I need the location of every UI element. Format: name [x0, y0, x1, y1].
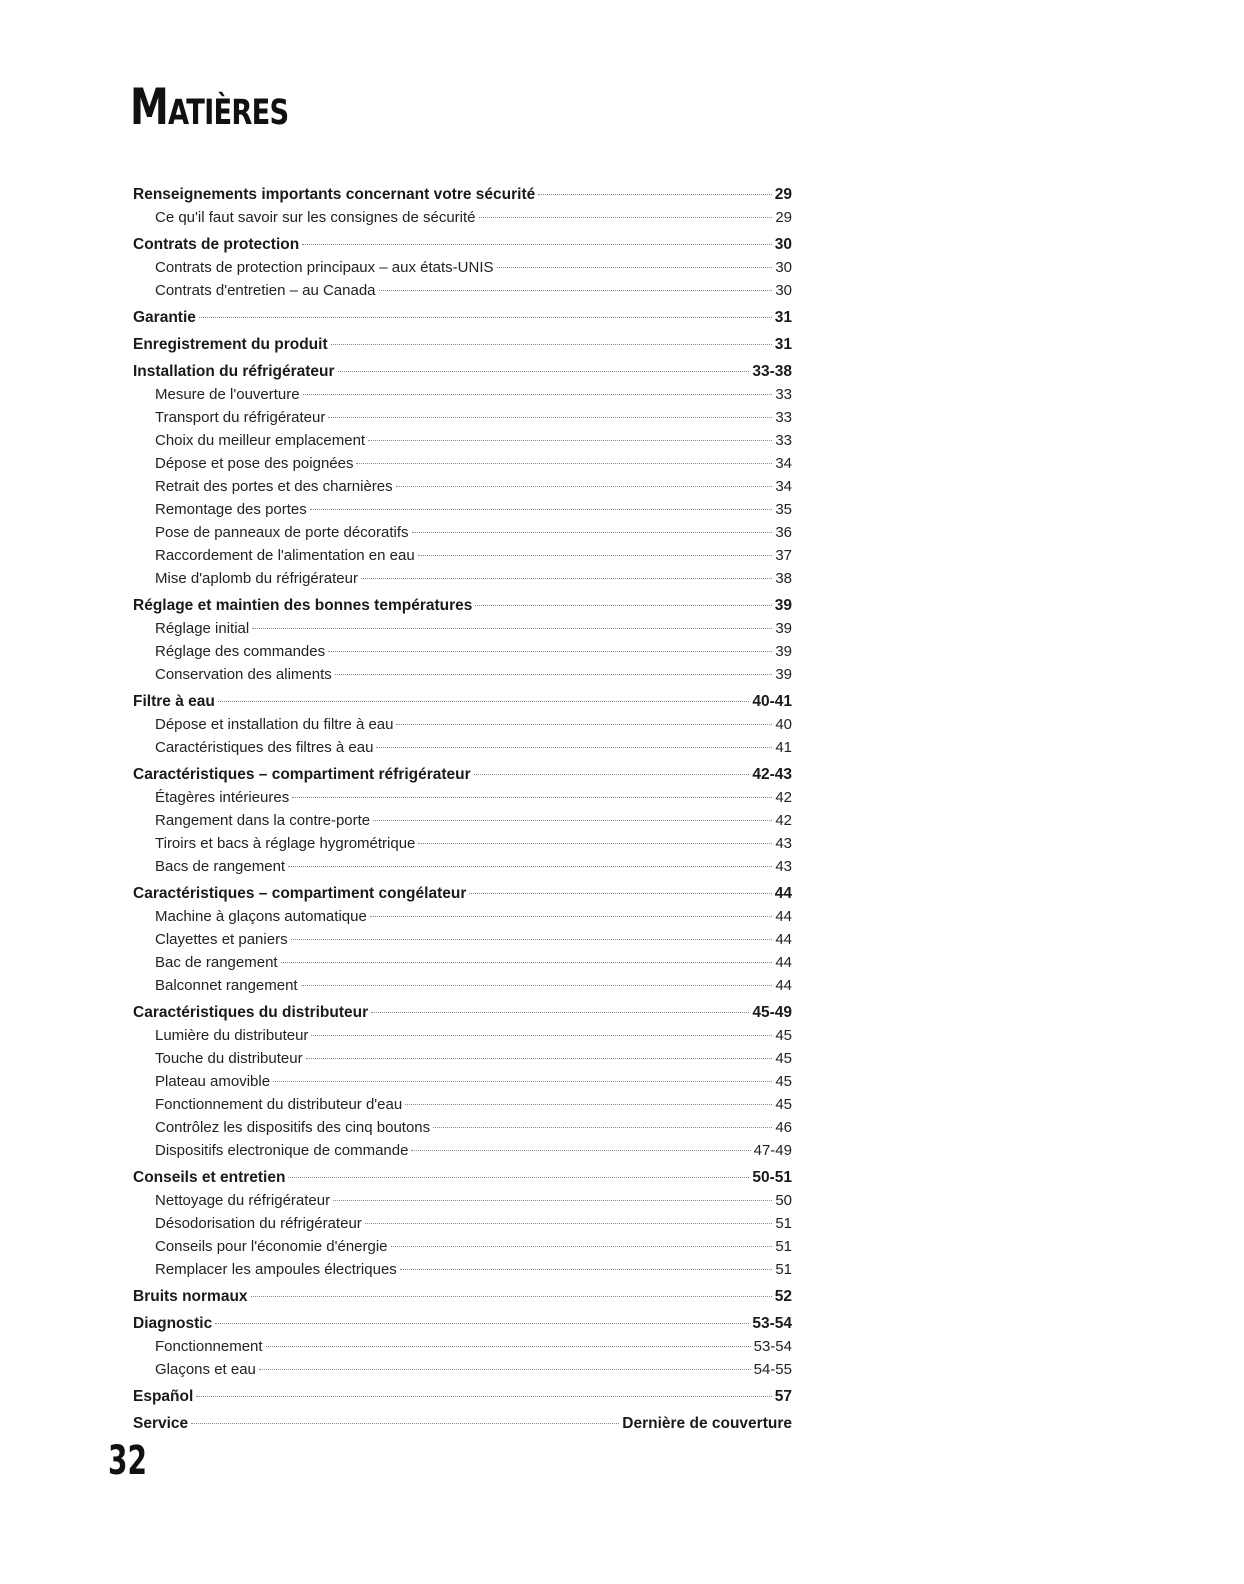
- toc-entry-page: 47-49: [753, 1142, 792, 1159]
- table-of-contents: [133, 183, 792, 1439]
- toc-entry[interactable]: [133, 544, 792, 567]
- toc-entry-label: Bac de rangement: [155, 954, 278, 971]
- toc-entry-label: Dispositifs electronique de commande: [155, 1142, 409, 1159]
- toc-section: [133, 1285, 792, 1308]
- toc-entry[interactable]: [133, 206, 792, 229]
- dot-leader: [218, 701, 750, 702]
- toc-entry[interactable]: [133, 663, 792, 686]
- toc-entry-page: 39: [775, 643, 792, 660]
- dot-leader: [376, 747, 772, 748]
- toc-entry[interactable]: [133, 406, 792, 429]
- dot-leader: [418, 555, 773, 556]
- toc-heading[interactable]: [133, 306, 792, 329]
- dot-leader: [391, 1246, 773, 1247]
- dot-leader: [433, 1127, 772, 1128]
- toc-heading-page: 45-49: [752, 1004, 792, 1021]
- dot-leader: [370, 916, 773, 917]
- toc-entry-page: 51: [775, 1215, 792, 1232]
- toc-heading-page: 53-54: [752, 1315, 792, 1332]
- dot-leader: [281, 962, 773, 963]
- toc-heading[interactable]: [133, 882, 792, 905]
- toc-entry-page: 33: [775, 386, 792, 403]
- toc-entry[interactable]: [133, 617, 792, 640]
- toc-section: [133, 882, 792, 997]
- toc-entry-label: Plateau amovible: [155, 1073, 271, 1090]
- toc-entry-page: 45: [775, 1027, 792, 1044]
- toc-entry[interactable]: [133, 429, 792, 452]
- toc-entry-page: 50: [775, 1192, 792, 1209]
- dot-leader: [266, 1346, 751, 1347]
- toc-entry-label: Réglage initial: [155, 620, 250, 637]
- toc-heading-page: 33-38: [752, 363, 792, 380]
- dot-leader: [215, 1323, 749, 1324]
- toc-entry[interactable]: [133, 383, 792, 406]
- toc-entry-page: 51: [775, 1261, 792, 1278]
- toc-entry-label: Retrait des portes et des charnières: [155, 478, 393, 495]
- toc-entry-label: Clayettes et paniers: [155, 931, 288, 948]
- toc-heading-label: Filtre à eau: [133, 693, 215, 710]
- toc-heading-label: Service: [133, 1415, 189, 1432]
- toc-entry[interactable]: [133, 1070, 792, 1093]
- toc-entry-label: Remplacer les ampoules électriques: [155, 1261, 397, 1278]
- dot-leader: [301, 985, 773, 986]
- toc-heading-page: 40-41: [752, 693, 792, 710]
- page-number: 32: [108, 1438, 147, 1484]
- toc-entry-page: 33: [775, 432, 792, 449]
- toc-entry-page: 30: [775, 282, 792, 299]
- toc-entry-page: 45: [775, 1073, 792, 1090]
- toc-heading-page: Dernière de couverture: [622, 1415, 792, 1432]
- toc-section: [133, 233, 792, 302]
- toc-section: [133, 1166, 792, 1281]
- dot-leader: [469, 893, 771, 894]
- toc-entry-page: 44: [775, 908, 792, 925]
- toc-entry-page: 44: [775, 954, 792, 971]
- toc-section: [133, 763, 792, 878]
- toc-heading[interactable]: [133, 1385, 792, 1408]
- toc-entry-label: Contrats de protection principaux – aux états-UNIS: [155, 259, 494, 276]
- toc-heading-page: 30: [774, 236, 792, 253]
- toc-heading-page: 44: [774, 885, 792, 902]
- dot-leader: [396, 724, 772, 725]
- toc-entry[interactable]: [133, 713, 792, 736]
- toc-entry-label: Remontage des portes: [155, 501, 307, 518]
- toc-entry-label: Contrôlez les dispositifs des cinq boutons: [155, 1119, 431, 1136]
- dot-leader: [303, 394, 773, 395]
- dot-leader: [405, 1104, 772, 1105]
- toc-heading-label: Conseils et entretien: [133, 1169, 286, 1186]
- dot-leader: [371, 1012, 749, 1013]
- toc-entry[interactable]: [133, 1235, 792, 1258]
- dot-leader: [331, 344, 772, 345]
- toc-section: [133, 1001, 792, 1162]
- toc-entry[interactable]: [133, 832, 792, 855]
- toc-entry[interactable]: [133, 279, 792, 302]
- toc-heading-label: Renseignements importants concernant votre sécurité: [133, 186, 536, 203]
- toc-entry-page: 29: [775, 209, 792, 226]
- toc-entry[interactable]: [133, 567, 792, 590]
- toc-heading-label: Caractéristiques – compartiment réfrigérateur: [133, 766, 471, 783]
- dot-leader: [310, 509, 773, 510]
- toc-entry-page: 43: [775, 858, 792, 875]
- toc-entry-page: 46: [775, 1119, 792, 1136]
- dot-leader: [252, 628, 772, 629]
- toc-entry[interactable]: [133, 905, 792, 928]
- dot-leader: [335, 674, 773, 675]
- dot-leader: [396, 486, 773, 487]
- toc-entry-label: Tiroirs et bacs à réglage hygrométrique: [155, 835, 416, 852]
- toc-entry-page: 41: [775, 739, 792, 756]
- toc-entry-page: 45: [775, 1050, 792, 1067]
- toc-entry-label: Conservation des aliments: [155, 666, 332, 683]
- toc-entry-label: Raccordement de l'alimentation en eau: [155, 547, 415, 564]
- toc-entry-page: 39: [775, 620, 792, 637]
- toc-entry[interactable]: [133, 1024, 792, 1047]
- toc-heading[interactable]: [133, 360, 792, 383]
- dot-leader: [333, 1200, 772, 1201]
- toc-entry[interactable]: [133, 786, 792, 809]
- toc-entry-label: Étagères intérieures: [155, 789, 290, 806]
- toc-entry-page: 37: [775, 547, 792, 564]
- toc-heading-page: 39: [774, 597, 792, 614]
- dot-leader: [288, 866, 772, 867]
- dot-leader: [412, 532, 773, 533]
- dot-leader: [328, 417, 772, 418]
- toc-heading-page: 42-43: [752, 766, 792, 783]
- toc-section: [133, 1312, 792, 1381]
- toc-section: [133, 333, 792, 356]
- toc-entry-label: Dépose et pose des poignées: [155, 455, 354, 472]
- toc-heading-page: 57: [774, 1388, 792, 1405]
- page-title: Matières: [130, 78, 289, 136]
- toc-entry-label: Ce qu'il faut savoir sur les consignes de sécurité: [155, 209, 476, 226]
- toc-entry-page: 39: [775, 666, 792, 683]
- toc-entry[interactable]: [133, 1139, 792, 1162]
- dot-leader: [259, 1369, 751, 1370]
- toc-entry-page: 42: [775, 812, 792, 829]
- toc-heading-page: 31: [774, 309, 792, 326]
- dot-leader: [191, 1423, 619, 1424]
- dot-leader: [400, 1269, 773, 1270]
- dot-leader: [356, 463, 772, 464]
- toc-entry[interactable]: [133, 928, 792, 951]
- toc-entry-page: 38: [775, 570, 792, 587]
- dot-leader: [373, 820, 772, 821]
- toc-entry[interactable]: [133, 256, 792, 279]
- toc-heading[interactable]: [133, 1166, 792, 1189]
- toc-entry[interactable]: [133, 1116, 792, 1139]
- dot-leader: [199, 317, 772, 318]
- toc-entry[interactable]: [133, 1047, 792, 1070]
- toc-entry[interactable]: [133, 521, 792, 544]
- toc-entry-page: 54-55: [753, 1361, 792, 1378]
- toc-entry-page: 34: [775, 478, 792, 495]
- toc-entry[interactable]: [133, 809, 792, 832]
- toc-entry-label: Réglage des commandes: [155, 643, 326, 660]
- toc-section: [133, 183, 792, 229]
- toc-heading-label: Diagnostic: [133, 1315, 213, 1332]
- dot-leader: [288, 1177, 749, 1178]
- toc-entry-page: 42: [775, 789, 792, 806]
- toc-entry[interactable]: [133, 1335, 792, 1358]
- toc-entry[interactable]: [133, 855, 792, 878]
- toc-section: [133, 690, 792, 759]
- toc-entry-label: Balconnet rangement: [155, 977, 298, 994]
- toc-entry-page: 40: [775, 716, 792, 733]
- toc-section: [133, 1412, 792, 1435]
- toc-heading-label: Contrats de protection: [133, 236, 300, 253]
- toc-heading[interactable]: [133, 1001, 792, 1024]
- dot-leader: [365, 1223, 773, 1224]
- dot-leader: [418, 843, 772, 844]
- toc-entry-label: Choix du meilleur emplacement: [155, 432, 366, 449]
- dot-leader: [302, 244, 772, 245]
- toc-entry-page: 36: [775, 524, 792, 541]
- dot-leader: [411, 1150, 750, 1151]
- toc-heading[interactable]: [133, 763, 792, 786]
- dot-leader: [273, 1081, 772, 1082]
- toc-entry[interactable]: [133, 498, 792, 521]
- toc-section: [133, 1385, 792, 1408]
- toc-entry-page: 51: [775, 1238, 792, 1255]
- dot-leader: [474, 774, 750, 775]
- toc-entry-label: Mise d'aplomb du réfrigérateur: [155, 570, 358, 587]
- dot-leader: [196, 1396, 771, 1397]
- dot-leader: [368, 440, 772, 441]
- toc-entry[interactable]: [133, 475, 792, 498]
- toc-heading[interactable]: [133, 333, 792, 356]
- toc-entry[interactable]: [133, 736, 792, 759]
- toc-heading-label: Garantie: [133, 309, 196, 326]
- dot-leader: [328, 651, 772, 652]
- dot-leader: [361, 578, 772, 579]
- toc-entry-label: Fonctionnement du distributeur d'eau: [155, 1096, 403, 1113]
- toc-heading-label: Español: [133, 1388, 194, 1405]
- toc-entry-label: Contrats d'entretien – au Canada: [155, 282, 376, 299]
- toc-entry-label: Bacs de rangement: [155, 858, 286, 875]
- toc-entry-label: Dépose et installation du filtre à eau: [155, 716, 394, 733]
- toc-entry[interactable]: [133, 1093, 792, 1116]
- toc-section: [133, 360, 792, 590]
- toc-heading[interactable]: [133, 1285, 792, 1308]
- dot-leader: [311, 1035, 772, 1036]
- toc-heading-page: 52: [774, 1288, 792, 1305]
- toc-entry[interactable]: [133, 1358, 792, 1381]
- toc-entry-label: Pose de panneaux de porte décoratifs: [155, 524, 409, 541]
- toc-entry-page: 44: [775, 931, 792, 948]
- toc-heading-label: Réglage et maintien des bonnes températures: [133, 597, 473, 614]
- dot-leader: [338, 371, 750, 372]
- toc-entry-page: 44: [775, 977, 792, 994]
- toc-heading-label: Caractéristiques du distributeur: [133, 1004, 369, 1021]
- toc-entry-page: 30: [775, 259, 792, 276]
- toc-heading-label: Installation du réfrigérateur: [133, 363, 335, 380]
- toc-entry-label: Nettoyage du réfrigérateur: [155, 1192, 331, 1209]
- toc-section: [133, 306, 792, 329]
- toc-heading[interactable]: [133, 233, 792, 256]
- dot-leader: [292, 797, 772, 798]
- toc-section: [133, 594, 792, 686]
- toc-entry-label: Rangement dans la contre-porte: [155, 812, 371, 829]
- toc-entry[interactable]: [133, 640, 792, 663]
- toc-entry-label: Transport du réfrigérateur: [155, 409, 326, 426]
- toc-entry[interactable]: [133, 1212, 792, 1235]
- toc-heading-label: Enregistrement du produit: [133, 336, 328, 353]
- toc-entry-label: Machine à glaçons automatique: [155, 908, 367, 925]
- toc-entry-label: Mesure de l'ouverture: [155, 386, 300, 403]
- dot-leader: [306, 1058, 773, 1059]
- toc-heading-label: Bruits normaux: [133, 1288, 248, 1305]
- dot-leader: [479, 217, 773, 218]
- toc-entry[interactable]: [133, 452, 792, 475]
- toc-entry-label: Touche du distributeur: [155, 1050, 303, 1067]
- dot-leader: [475, 605, 771, 606]
- toc-heading[interactable]: [133, 183, 792, 206]
- toc-entry-page: 53-54: [753, 1338, 792, 1355]
- toc-entry[interactable]: [133, 951, 792, 974]
- toc-heading-page: 29: [774, 186, 792, 203]
- toc-heading-label: Caractéristiques – compartiment congélateur: [133, 885, 467, 902]
- dot-leader: [497, 267, 773, 268]
- toc-entry-label: Caractéristiques des filtres à eau: [155, 739, 374, 756]
- dot-leader: [379, 290, 773, 291]
- toc-heading[interactable]: [133, 1412, 792, 1435]
- toc-entry[interactable]: [133, 1189, 792, 1212]
- toc-entry-label: Fonctionnement: [155, 1338, 263, 1355]
- toc-entry-page: 33: [775, 409, 792, 426]
- toc-entry-page: 34: [775, 455, 792, 472]
- toc-entry-label: Glaçons et eau: [155, 1361, 256, 1378]
- toc-entry-label: Lumière du distributeur: [155, 1027, 309, 1044]
- dot-leader: [291, 939, 773, 940]
- dot-leader: [538, 194, 771, 195]
- toc-heading-page: 50-51: [752, 1169, 792, 1186]
- toc-entry-label: Désodorisation du réfrigérateur: [155, 1215, 362, 1232]
- dot-leader: [251, 1296, 772, 1297]
- toc-entry[interactable]: [133, 974, 792, 997]
- toc-entry-page: 35: [775, 501, 792, 518]
- toc-entry-label: Conseils pour l'économie d'énergie: [155, 1238, 388, 1255]
- toc-heading[interactable]: [133, 690, 792, 713]
- toc-entry-page: 45: [775, 1096, 792, 1113]
- toc-heading[interactable]: [133, 1312, 792, 1335]
- toc-heading[interactable]: [133, 594, 792, 617]
- toc-heading-page: 31: [774, 336, 792, 353]
- toc-entry[interactable]: [133, 1258, 792, 1281]
- toc-entry-page: 43: [775, 835, 792, 852]
